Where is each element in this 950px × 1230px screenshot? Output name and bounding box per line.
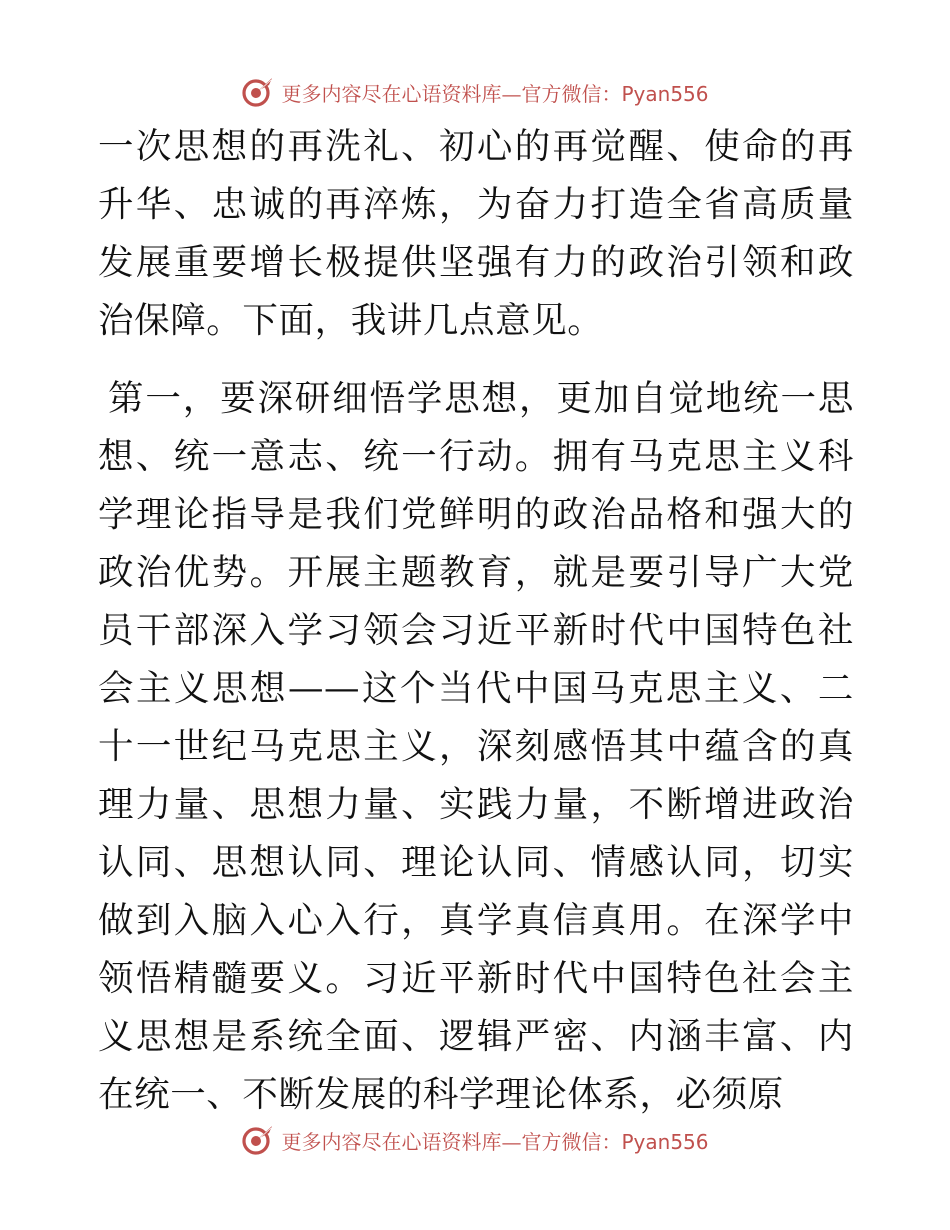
header-banner — [0, 72, 950, 112]
body-paragraph-1: 一次思想的再洗礼、初心的再觉醒、使命的再升华、忠诚的再淬炼，为奋力打造全省高质量发展重要增长极提供坚强有力的政治引领和政治保障。下面，我讲几点意见。 — [98, 126, 854, 341]
banner-separator: — — [501, 81, 522, 106]
document-body — [98, 118, 854, 1124]
banner-title: 更多内容尽在心语资料库 — [281, 81, 502, 106]
banner-wechat-label: 官方微信： — [521, 1129, 622, 1154]
banner-wechat-id: Pyan556 — [621, 1129, 709, 1154]
quill-pen-circle-logo-icon — [241, 75, 275, 109]
footer-banner — [0, 1120, 950, 1160]
quill-pen-circle-logo-icon — [241, 1123, 275, 1157]
banner-title: 更多内容尽在心语资料库 — [281, 1129, 502, 1154]
banner-separator: — — [501, 1129, 522, 1154]
banner-wechat-label: 官方微信： — [521, 81, 622, 106]
banner-wechat-id: Pyan556 — [621, 81, 709, 106]
body-paragraph-2: 第一，要深研细悟学思想，更加自觉地统一思想、统一意志、统一行动。拥有马克思主义科学理论指导是我们党鲜明的政治品格和强大的政治优势。开展主题教育，就是要引导广大党员干部深入学习领会习近平新时代中国特色社会主义思想——这个当代中国马克思主义、二十一世纪马克思主义，深刻感悟其中蕴含的真理力量、思想力量、实践力量，不断增进政治认同、思想认同、理论认同、情感认同，切实做到入脑入心入行，真学真信真用。在深学中领悟精髓要义。习近平新时代中国特色社会主义思想是系统全面、逻辑严密、内涵丰富、内在统一、不断发展的科学理论体系，必须原 — [98, 378, 854, 1115]
